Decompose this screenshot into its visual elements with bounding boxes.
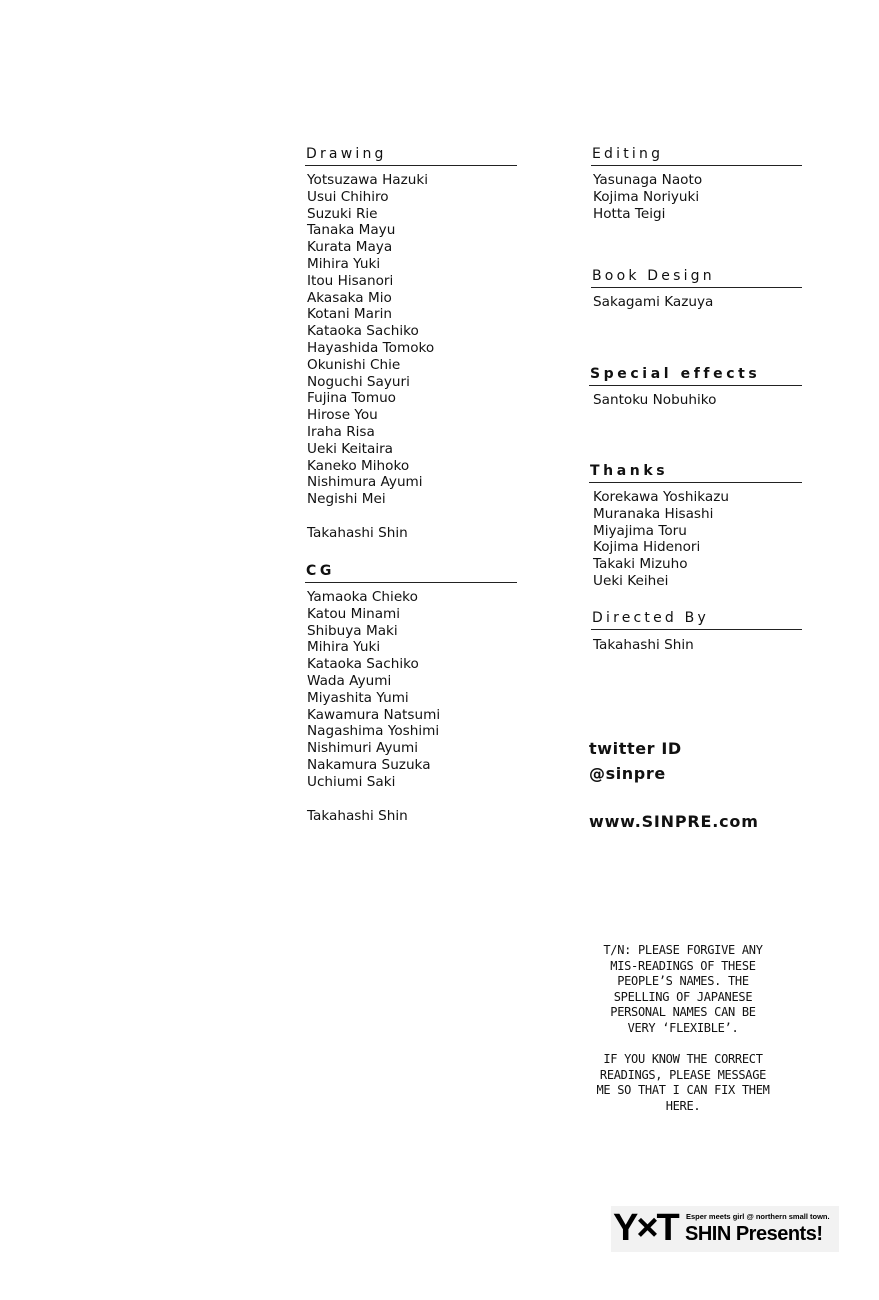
translator-note-paragraph-2 [572, 1052, 794, 1114]
special-effects-name-list [589, 392, 802, 409]
credit-name: Ueki Keitaira [307, 440, 394, 457]
translator-note-paragraph-1 [572, 943, 794, 1037]
credit-name: Muranaka Hisashi [593, 505, 714, 522]
credit-name: Kojima Hidenori [593, 539, 701, 556]
thanks-divider [589, 482, 802, 483]
credit-name: Nishimura Ayumi [307, 474, 423, 491]
book-design-section [591, 267, 802, 311]
cg-name-list [305, 589, 517, 791]
credit-name: Ueki Keihei [593, 572, 669, 589]
credit-name: Kawamura Natsumi [307, 706, 441, 723]
credit-name: Yasunaga Naoto [593, 172, 703, 188]
credit-name: Kataoka Sachiko [307, 323, 419, 340]
credit-name: Takaki Mizuho [593, 556, 688, 573]
credit-name: Iraha Risa [307, 423, 375, 440]
credit-name: Miyashita Yumi [307, 689, 409, 706]
directed-by-divider [591, 629, 802, 630]
credit-name: Nakamura Suzuka [307, 756, 431, 773]
credit-name: Nagashima Yoshimi [307, 723, 440, 740]
credit-name: Hayashida Tomoko [307, 339, 435, 356]
logo-mark-text: Y×T [613, 1207, 678, 1249]
credit-name: Kurata Maya [307, 239, 393, 256]
editing-heading: Editing [592, 146, 664, 162]
credit-name: Santoku Nobuhiko [593, 392, 717, 408]
drawing-extra-name: Takahashi Shin [307, 524, 408, 541]
credit-name: Mihira Yuki [307, 255, 381, 272]
twitter-handle: @sinpre [589, 764, 666, 783]
special-effects-heading: Special effects [590, 366, 761, 382]
credit-name: Negishi Mei [307, 491, 386, 508]
credit-name: Kojima Noriyuki [593, 188, 700, 205]
book-design-heading: Book Design [592, 268, 715, 284]
translator-note-line: T/N: PLEASE FORGIVE ANY [603, 943, 763, 957]
logo-tagline: Esper meets girl @ northern small town. [686, 1212, 830, 1221]
credit-name: Yotsuzawa Hazuki [307, 172, 429, 188]
drawing-heading: Drawing [306, 146, 387, 162]
credit-name: Mihira Yuki [307, 639, 381, 656]
credit-name: Uchiumi Saki [307, 773, 396, 790]
credit-name: Okunishi Chie [307, 356, 401, 373]
logo-main-text: SHIN Presents! [685, 1223, 823, 1245]
credit-name: Takahashi Shin [593, 637, 694, 653]
shin-presents-logo [611, 1206, 839, 1252]
credit-name: Hirose You [307, 407, 378, 424]
thanks-name-list [589, 489, 802, 590]
cg-divider [305, 582, 517, 583]
cg-section [305, 562, 517, 824]
credit-name: Wada Ayumi [307, 672, 392, 689]
book-design-divider [591, 287, 802, 288]
credit-name: Akasaka Mio [307, 289, 392, 306]
credit-name: Kataoka Sachiko [307, 656, 419, 673]
translator-note-line: HERE. [665, 1098, 701, 1113]
editing-name-list [591, 172, 802, 222]
credit-name: Tanaka Mayu [307, 222, 396, 239]
credit-name: Yamaoka Chieko [307, 589, 418, 605]
editing-divider [591, 165, 802, 166]
credit-name: Noguchi Sayuri [307, 373, 410, 390]
twitter-block [589, 736, 682, 786]
credit-name: Hotta Teigi [593, 205, 666, 222]
credit-name: Korekawa Yoshikazu [593, 489, 729, 505]
editing-section [591, 145, 802, 222]
translator-note-line: ME SO THAT I CAN FIX THEM [596, 1083, 770, 1098]
special-effects-divider [589, 385, 802, 386]
credit-name: Nishimuri Ayumi [307, 740, 419, 757]
translator-note-line: IF YOU KNOW THE CORRECT [603, 1052, 763, 1066]
cg-heading: CG [306, 563, 335, 579]
credit-name: Usui Chihiro [307, 188, 389, 205]
translator-note-line: VERY ‘FLEXIBLE’. [627, 1020, 739, 1035]
directed-by-heading: Directed By [592, 610, 709, 626]
credit-name: Kotani Marin [307, 306, 392, 323]
cg-extra-name: Takahashi Shin [307, 807, 408, 824]
credit-name: Shibuya Maki [307, 622, 398, 639]
thanks-heading: Thanks [590, 463, 669, 479]
directed-by-section [591, 609, 802, 654]
credit-name: Kaneko Mihoko [307, 457, 410, 474]
credit-name: Miyajima Toru [593, 522, 687, 539]
drawing-divider [305, 165, 517, 166]
credit-name: Sakagami Kazuya [593, 294, 714, 310]
book-design-name-list [591, 294, 802, 311]
directed-by-name-list [591, 637, 802, 654]
translator-note-line: SPELLING OF JAPANESE [613, 989, 753, 1004]
translator-note-line: READINGS, PLEASE MESSAGE [599, 1067, 767, 1082]
translator-note-line: PERSONAL NAMES CAN BE [610, 1005, 756, 1020]
thanks-section [589, 462, 802, 590]
credit-name: Fujina Tomuo [307, 390, 396, 407]
drawing-section [305, 145, 517, 542]
translator-note-line: PEOPLE’S NAMES. THE [617, 974, 749, 989]
special-effects-section [589, 365, 802, 409]
yxt-logo-mark [613, 1208, 678, 1248]
website-url: www.SINPRE.com [589, 812, 759, 831]
drawing-name-list [305, 172, 517, 508]
twitter-label: twitter ID [589, 739, 682, 758]
translator-note-line: MIS-READINGS OF THESE [610, 958, 756, 973]
credit-name: Katou Minami [307, 605, 401, 622]
credit-name: Suzuki Rie [307, 205, 378, 222]
credit-name: Itou Hisanori [307, 272, 394, 289]
